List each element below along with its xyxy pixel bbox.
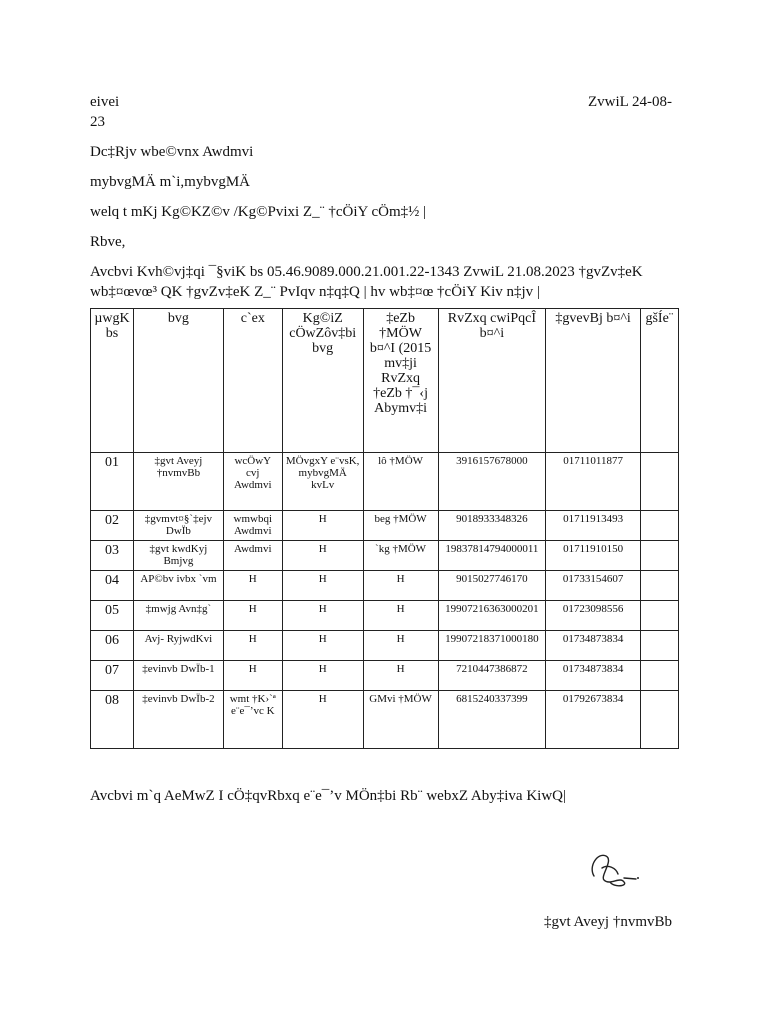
subject-line: welq t mKj Kg©KZ©v /Kg©Pvixi Z_¨ †cÖiY cÖm‡½ | bbox=[90, 204, 427, 220]
table-header-row bbox=[91, 309, 679, 453]
cell-serial: 03 bbox=[91, 541, 134, 571]
col-header-mobile: ‡gvevBj b¤^i bbox=[546, 309, 641, 453]
table-row bbox=[91, 541, 679, 571]
cell-serial: 01 bbox=[91, 453, 134, 511]
cell-nid: 19837814794000011 bbox=[438, 541, 546, 571]
cell-serial: 02 bbox=[91, 511, 134, 541]
cell-mobile: 01734873834 bbox=[546, 661, 641, 691]
cell-serial: 08 bbox=[91, 691, 134, 749]
table-row bbox=[91, 661, 679, 691]
cell-nid: 6815240337399 bbox=[438, 691, 546, 749]
table-row bbox=[91, 453, 679, 511]
salutation: Rbve, bbox=[90, 234, 126, 250]
cell-remarks bbox=[640, 511, 678, 541]
cell-workplace: MÖvgxY e¨vsK, mybvgMÄ kvLv bbox=[282, 453, 363, 511]
header-left-word: eivei bbox=[90, 94, 120, 110]
cell-name: ‡evinvb DwÏb-1 bbox=[133, 661, 223, 691]
cell-designation: wcÖwY cvj Awdmvi bbox=[223, 453, 282, 511]
cell-remarks bbox=[640, 691, 678, 749]
closing-line: Avcbvi m`q AeMwZ I cÖ‡qvRbxq e¨e¯’v MÖn‡bi Rb¨ webxZ Aby‡iva KiwQ| bbox=[90, 788, 566, 804]
cell-grade: H bbox=[363, 661, 438, 691]
cell-nid: 9015027746170 bbox=[438, 571, 546, 601]
cell-name: ‡mwjg Avn‡g` bbox=[133, 601, 223, 631]
cell-grade: H bbox=[363, 631, 438, 661]
table-row bbox=[91, 571, 679, 601]
cell-designation: H bbox=[223, 601, 282, 631]
table-row bbox=[91, 691, 679, 749]
body-paragraph-line-1: Avcbvi Kvh©vj‡qi ¯§viK bs 05.46.9089.000.21.001.22-1343 ZvwiL 21.08.2023 †gvZv‡eK bbox=[90, 264, 643, 280]
cell-nid: 19907216363000201 bbox=[438, 601, 546, 631]
cell-workplace: H bbox=[282, 631, 363, 661]
cell-mobile: 01734873834 bbox=[546, 631, 641, 661]
cell-remarks bbox=[640, 541, 678, 571]
cell-mobile: 01711011877 bbox=[546, 453, 641, 511]
cell-name: Avj- RyjwdKvi bbox=[133, 631, 223, 661]
cell-name: AP©bv ivbx `vm bbox=[133, 571, 223, 601]
col-header-name: bvg bbox=[133, 309, 223, 453]
cell-workplace: H bbox=[282, 571, 363, 601]
col-header-serial: µwgK bs bbox=[91, 309, 134, 453]
cell-grade: H bbox=[363, 601, 438, 631]
cell-grade: beg †MÖW bbox=[363, 511, 438, 541]
col-header-designation: c`ex bbox=[223, 309, 282, 453]
table-row bbox=[91, 631, 679, 661]
cell-grade: lô †MÖW bbox=[363, 453, 438, 511]
cell-mobile: 01723098556 bbox=[546, 601, 641, 631]
cell-designation: wmt †K›`ª e¨e¯’vc K bbox=[223, 691, 282, 749]
cell-workplace: H bbox=[282, 601, 363, 631]
address-line-2: mybvgMÄ m`i,mybvgMÄ bbox=[90, 174, 251, 190]
cell-designation: wmwbqi Awdmvi bbox=[223, 511, 282, 541]
col-header-grade: ‡eZb †MÖW b¤^I (2015 mv‡ji RvZxq †eZb †¯‹j Abymv‡i bbox=[363, 309, 438, 453]
header-date: ZvwiL 24-08- bbox=[587, 94, 672, 110]
cell-name: ‡evinvb DwÏb-2 bbox=[133, 691, 223, 749]
cell-serial: 04 bbox=[91, 571, 134, 601]
cell-grade: GMvi †MÖW bbox=[363, 691, 438, 749]
handwritten-signature bbox=[584, 846, 640, 892]
col-header-nid: RvZxq cwiPqcÎ b¤^i bbox=[438, 309, 546, 453]
cell-workplace: H bbox=[282, 661, 363, 691]
cell-workplace: H bbox=[282, 541, 363, 571]
cell-name: ‡gvmvt¤§`‡ejv DwÏb bbox=[133, 511, 223, 541]
employee-table bbox=[90, 308, 679, 749]
cell-remarks bbox=[640, 631, 678, 661]
table-row bbox=[91, 601, 679, 631]
cell-designation: Awdmvi bbox=[223, 541, 282, 571]
col-header-workplace: Kg©iZ cÖwZôv‡bi bvg bbox=[282, 309, 363, 453]
cell-mobile: 01711910150 bbox=[546, 541, 641, 571]
cell-remarks bbox=[640, 571, 678, 601]
cell-name: ‡gvt Aveyj †nvmvBb bbox=[133, 453, 223, 511]
cell-name: ‡gvt kwdKyj Bmjvg bbox=[133, 541, 223, 571]
cell-designation: H bbox=[223, 661, 282, 691]
cell-remarks bbox=[640, 661, 678, 691]
cell-designation: H bbox=[223, 571, 282, 601]
cell-serial: 05 bbox=[91, 601, 134, 631]
cell-nid: 19907218371000180 bbox=[438, 631, 546, 661]
body-paragraph-line-2: wb‡¤œvœ³ QK †gvZv‡eK Z_¨ PvIqv n‡q‡Q | hv wb‡¤œ †cÖiY Kiv n‡jv | bbox=[90, 284, 540, 300]
cell-nid: 7210447386872 bbox=[438, 661, 546, 691]
address-line-1: Dc‡Rjv wbe©vnx Awdmvi bbox=[90, 144, 254, 160]
cell-grade: H bbox=[363, 571, 438, 601]
cell-designation: H bbox=[223, 631, 282, 661]
cell-serial: 07 bbox=[91, 661, 134, 691]
cell-nid: 9018933348326 bbox=[438, 511, 546, 541]
table-row bbox=[91, 511, 679, 541]
cell-workplace: H bbox=[282, 691, 363, 749]
cell-serial: 06 bbox=[91, 631, 134, 661]
cell-remarks bbox=[640, 453, 678, 511]
cell-mobile: 01711913493 bbox=[546, 511, 641, 541]
col-header-remarks: gšÍe¨ bbox=[640, 309, 678, 453]
cell-workplace: H bbox=[282, 511, 363, 541]
cell-remarks bbox=[640, 601, 678, 631]
cell-grade: `kg †MÖW bbox=[363, 541, 438, 571]
cell-nid: 3916157678000 bbox=[438, 453, 546, 511]
header-date-wrap: 23 bbox=[90, 114, 105, 130]
cell-mobile: 01792673834 bbox=[546, 691, 641, 749]
cell-mobile: 01733154607 bbox=[546, 571, 641, 601]
signatory-name: ‡gvt Aveyj †nvmvBb bbox=[543, 914, 672, 930]
